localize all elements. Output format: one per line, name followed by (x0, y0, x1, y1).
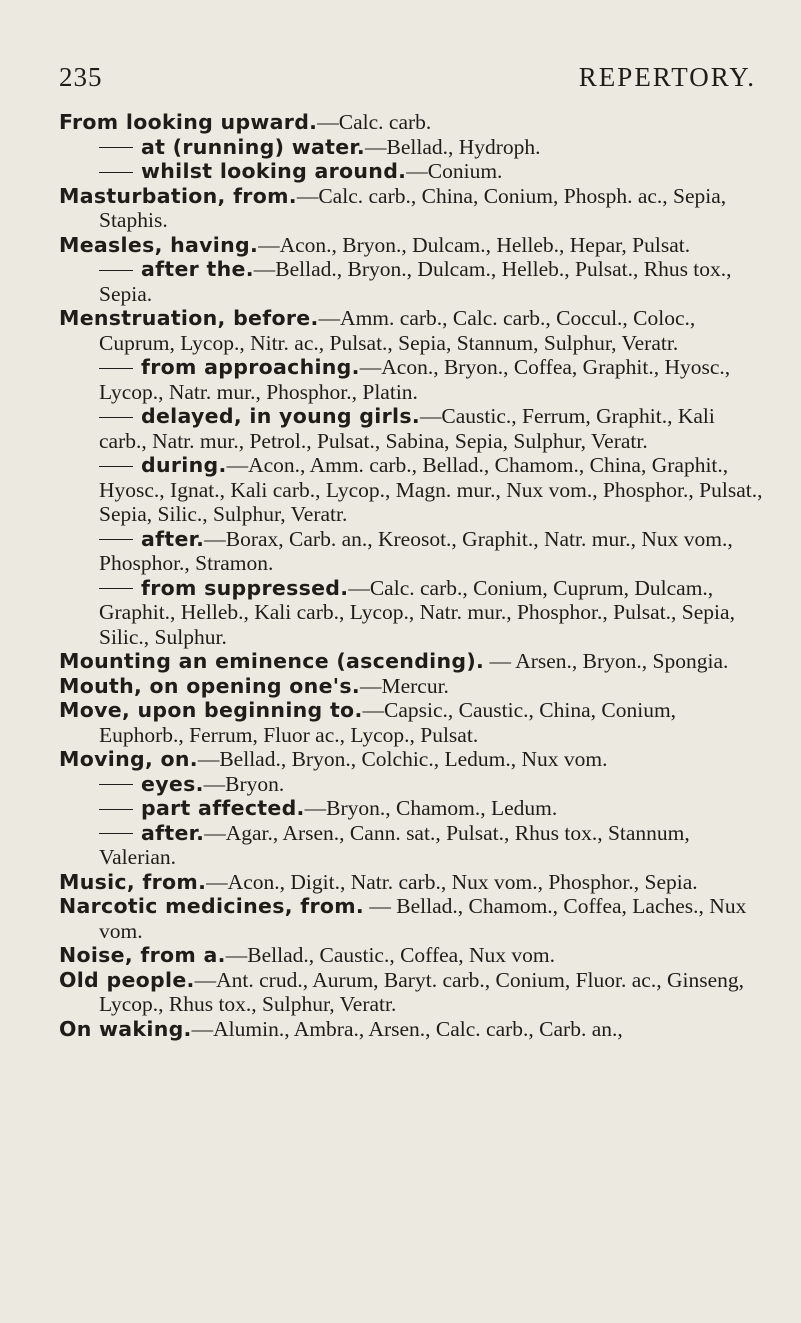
entry-heading: eyes. (141, 771, 204, 796)
entry-remedies: —Conium. (406, 159, 503, 183)
sub-entry (59, 159, 764, 184)
entry-remedies: —Capsic., Caustic., China, Conium, Euphorb., Ferrum, Fluor ac., Lycop., Pulsat. (99, 698, 677, 747)
sub-entry (59, 796, 764, 821)
entry-heading: after. (141, 820, 205, 845)
ditto-dash (99, 588, 133, 589)
main-entry (59, 698, 764, 747)
entry-remedies: —Acon., Amm. carb., Bellad., Chamom., China, Graphit., Hyosc., Ignat., Kali carb., Lycop., Magn. mur., Nux vom., Phosphor., Pulsat., Sepia, Silic., Sulphur, Veratr. (99, 453, 763, 526)
entry-remedies: —Acon., Bryon., Coffea, Graphit., Hyosc., Lycop., Natr. mur., Phosphor., Platin. (99, 355, 731, 404)
entry-heading: Moving, on. (59, 747, 198, 771)
sub-entry (59, 576, 764, 650)
entry-remedies: —Mercur. (359, 673, 449, 698)
entry-remedies: —Ant. crud., Aurum, Baryt. carb., Conium, Fluor. ac., Ginseng, Lycop., Rhus tox., Sulphur, Veratr. (99, 967, 744, 1016)
entry-remedies: —Calc. carb. (317, 110, 432, 134)
sub-entry (59, 135, 764, 160)
entry-heading: during. (141, 453, 227, 477)
main-entry (59, 870, 764, 895)
sub-entry (59, 257, 764, 306)
entry-remedies: —Bryon., Chamom., Ledum. (304, 796, 558, 820)
entry-remedies: —Bellad., Hydroph. (364, 134, 541, 159)
entry-heading: Measles, having. (59, 232, 259, 257)
entry-heading: Noise, from a. (59, 943, 226, 967)
entry-heading: Move, upon beginning to. (59, 698, 363, 722)
entry-heading: Masturbation, from. (59, 183, 297, 208)
entry-heading: From looking upward. (59, 110, 318, 134)
sub-entry (59, 821, 764, 870)
entry-remedies: —Caustic., Ferrum, Graphit., Kali carb., Natr. mur., Petrol., Pulsat., Sabina, Sepia, Sulphur, Veratr. (99, 404, 715, 453)
ditto-dash (99, 466, 133, 467)
main-entry (59, 110, 764, 135)
entry-heading: On waking. (59, 1016, 192, 1041)
page-number: 235 (59, 62, 103, 92)
entry-heading: Narcotic medicines, from. (59, 894, 364, 918)
main-entry (59, 747, 764, 772)
entry-remedies: —Bellad., Bryon., Dulcam., Helleb., Pulsat., Rhus tox., Sepia. (99, 257, 732, 306)
entry-remedies: —Alumin., Ambra., Arsen., Calc. carb., Carb. an., (191, 1016, 623, 1041)
repertory-entries (59, 110, 764, 1041)
entry-heading: from approaching. (141, 355, 360, 379)
entry-remedies: — Arsen., Bryon., Spongia. (484, 649, 729, 673)
sub-entry (59, 527, 764, 576)
running-head (59, 62, 756, 93)
entry-remedies: —Calc. carb., Conium, Cuprum, Dulcam., Graphit., Helleb., Kali carb., Lycop., Natr. mur., Phosphor., Pulsat., Sepia, Silic., Sulphur. (99, 575, 735, 649)
ditto-dash (99, 539, 133, 540)
entry-heading: Mouth, on opening one's. (59, 673, 360, 698)
entry-heading: after. (141, 526, 205, 551)
entry-remedies: — Bellad., Chamom., Coffea, Laches., Nux vom. (99, 894, 747, 943)
main-entry (59, 674, 764, 699)
main-entry (59, 649, 764, 674)
entry-remedies: —Bellad., Bryon., Colchic., Ledum., Nux vom. (197, 747, 608, 771)
entry-remedies: —Acon., Bryon., Dulcam., Helleb., Hepar, Pulsat. (258, 232, 691, 257)
entry-remedies: —Amm. carb., Calc. carb., Coccul., Coloc., Cuprum, Lycop., Nitr. ac., Pulsat., Sepia, Stannum, Sulphur, Veratr. (99, 306, 696, 355)
entry-remedies: —Bellad., Caustic., Coffea, Nux vom. (225, 943, 555, 967)
ditto-dash (99, 172, 133, 173)
entry-heading: whilst looking around. (141, 159, 407, 183)
entry-remedies: —Calc. carb., China, Conium, Phosph. ac., Sepia, Staphis. (99, 183, 727, 232)
running-title: REPERTORY. (578, 62, 756, 92)
entry-heading: from suppressed. (141, 575, 349, 600)
ditto-dash (99, 417, 133, 418)
entry-remedies: —Acon., Digit., Natr. carb., Nux vom., Phosphor., Sepia. (206, 869, 698, 894)
entry-heading: delayed, in young girls. (141, 404, 420, 428)
ditto-dash (99, 833, 133, 834)
ditto-dash (99, 270, 133, 271)
entry-heading: part affected. (141, 796, 305, 820)
ditto-dash (99, 368, 133, 369)
main-entry (59, 968, 764, 1017)
main-entry (59, 233, 764, 258)
ditto-dash (99, 809, 133, 810)
entry-remedies: —Agar., Arsen., Cann. sat., Pulsat., Rhus tox., Stannum, Valerian. (99, 820, 690, 869)
main-entry (59, 1017, 764, 1042)
main-entry (59, 184, 764, 233)
ditto-dash (99, 784, 133, 785)
entry-heading: after the. (141, 257, 254, 281)
sub-entry (59, 355, 764, 404)
sub-entry (59, 772, 764, 797)
entry-remedies: —Bryon. (203, 771, 285, 796)
main-entry (59, 306, 764, 355)
entry-heading: Music, from. (59, 869, 207, 894)
sub-entry (59, 453, 764, 527)
entry-remedies: —Borax, Carb. an., Kreosot., Graphit., Natr. mur., Nux vom., Phosphor., Stramon. (99, 526, 733, 575)
main-entry (59, 894, 764, 943)
entry-heading: Menstruation, before. (59, 306, 319, 330)
main-entry (59, 943, 764, 968)
ditto-dash (99, 147, 133, 148)
entry-heading: at (running) water. (141, 134, 365, 159)
entry-heading: Mounting an eminence (ascending). (59, 649, 485, 673)
entry-heading: Old people. (59, 967, 195, 992)
sub-entry (59, 404, 764, 453)
